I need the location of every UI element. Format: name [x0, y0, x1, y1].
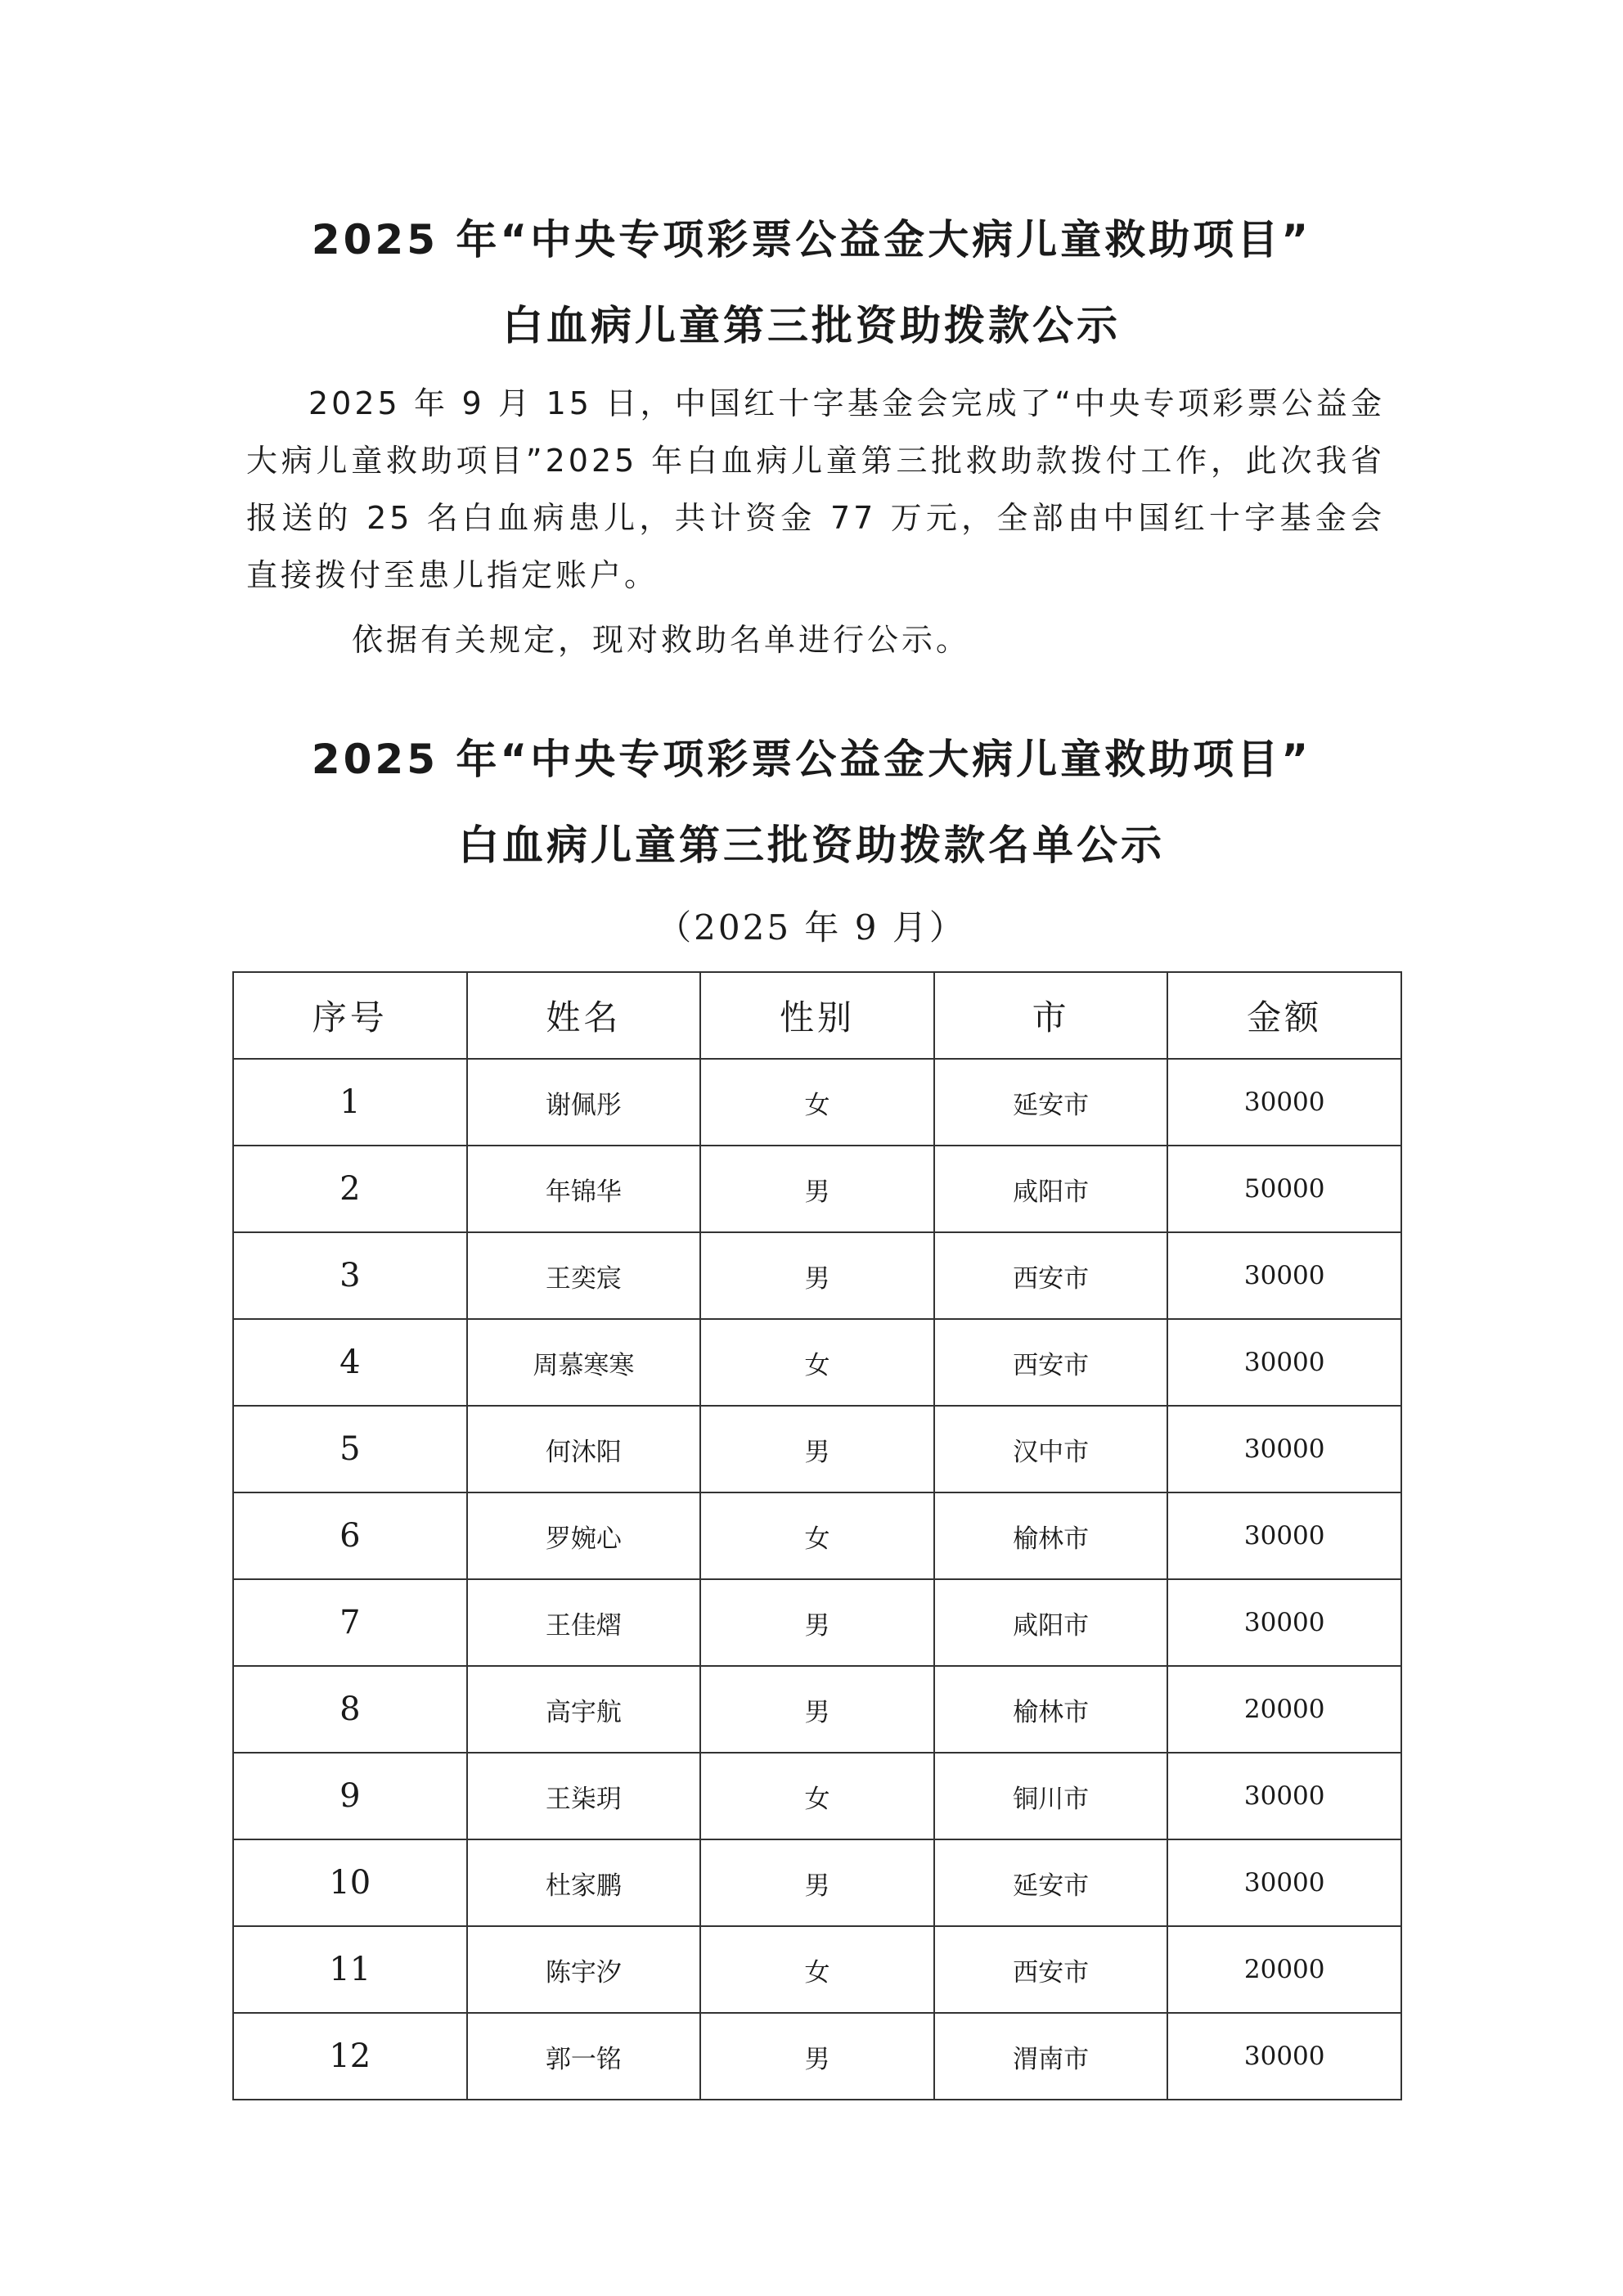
cell-index: 7	[233, 1579, 467, 1666]
cell-name: 王佳熠	[467, 1579, 701, 1666]
cell-gender: 女	[700, 1753, 934, 1839]
cell-index: 9	[233, 1753, 467, 1839]
cell-index: 12	[233, 2013, 467, 2100]
cell-index: 1	[233, 1059, 467, 1146]
cell-amount: 20000	[1167, 1926, 1401, 2013]
cell-index: 3	[233, 1232, 467, 1319]
cell-index: 10	[233, 1839, 467, 1926]
cell-gender: 女	[700, 1926, 934, 2013]
cell-amount: 30000	[1167, 1406, 1401, 1492]
cell-city: 榆林市	[934, 1666, 1168, 1753]
table-row	[233, 1666, 1401, 1753]
recipient-table	[232, 971, 1402, 2100]
cell-gender: 男	[700, 2013, 934, 2100]
cell-amount: 30000	[1167, 1753, 1401, 1839]
column-header-index: 序号	[233, 972, 467, 1059]
cell-name: 王柒玥	[467, 1753, 701, 1839]
table-row	[233, 1579, 1401, 1666]
cell-gender: 男	[700, 1579, 934, 1666]
table-row	[233, 1492, 1401, 1579]
table-row	[233, 1146, 1401, 1232]
cell-gender: 女	[700, 1059, 934, 1146]
table-row	[233, 1232, 1401, 1319]
cell-amount: 30000	[1167, 1839, 1401, 1926]
cell-index: 8	[233, 1666, 467, 1753]
table-row	[233, 1406, 1401, 1492]
notice-paragraph-basis: 依据有关规定，现对救助名单进行公示。	[352, 622, 971, 658]
column-header-name: 姓名	[467, 972, 701, 1059]
cell-name: 高宇航	[467, 1666, 701, 1753]
cell-amount: 30000	[1167, 1059, 1401, 1146]
cell-amount: 30000	[1167, 1319, 1401, 1406]
cell-index: 6	[233, 1492, 467, 1579]
notice-paragraph: 2025 年 9 月 15 日，中国红十字基金会完成了“中央专项彩票公益金大病儿童救助项目”2025 年白血病儿童第三批救助款拨付工作，此次我省报送的 25 名白血病患儿，共计资金 77 万元，全部由中国红十字基金会直接拨付至患儿指定账户。	[246, 385, 1385, 593]
cell-name: 郭一铭	[467, 2013, 701, 2100]
cell-gender: 男	[700, 1232, 934, 1319]
cell-name: 年锦华	[467, 1146, 701, 1232]
table-row	[233, 2013, 1401, 2100]
cell-amount: 30000	[1167, 1579, 1401, 1666]
table-row	[233, 1753, 1401, 1839]
cell-index: 5	[233, 1406, 467, 1492]
list-title-line1: 2025 年“中央专项彩票公益金大病儿童救助项目”	[311, 736, 1312, 783]
table-row	[233, 1839, 1401, 1926]
table-row	[233, 1059, 1401, 1146]
cell-name: 杜家鹏	[467, 1839, 701, 1926]
cell-amount: 30000	[1167, 1232, 1401, 1319]
notice-title-line1: 2025 年“中央专项彩票公益金大病儿童救助项目”	[311, 216, 1312, 263]
table-row	[233, 1926, 1401, 2013]
cell-amount: 30000	[1167, 1492, 1401, 1579]
cell-city: 铜川市	[934, 1753, 1168, 1839]
table-row	[233, 1319, 1401, 1406]
cell-gender: 男	[700, 1666, 934, 1753]
cell-name: 陈宇汐	[467, 1926, 701, 2013]
notice-title-line2: 白血病儿童第三批资助拨款公示	[502, 302, 1121, 349]
table-header-row	[233, 972, 1401, 1059]
cell-name: 王奕宸	[467, 1232, 701, 1319]
cell-city: 咸阳市	[934, 1579, 1168, 1666]
list-date: （2025 年 9 月）	[657, 907, 966, 948]
column-header-city: 市	[934, 972, 1168, 1059]
cell-name: 周慕寒寒	[467, 1319, 701, 1406]
cell-city: 西安市	[934, 1232, 1168, 1319]
cell-name: 何沐阳	[467, 1406, 701, 1492]
list-title-line2: 白血病儿童第三批资助拨款名单公示	[458, 822, 1165, 869]
cell-city: 咸阳市	[934, 1146, 1168, 1232]
cell-gender: 男	[700, 1146, 934, 1232]
cell-city: 汉中市	[934, 1406, 1168, 1492]
cell-gender: 女	[700, 1319, 934, 1406]
column-header-amount: 金额	[1167, 972, 1401, 1059]
cell-city: 西安市	[934, 1319, 1168, 1406]
cell-amount: 20000	[1167, 1666, 1401, 1753]
cell-city: 延安市	[934, 1839, 1168, 1926]
column-header-gender: 性别	[700, 972, 934, 1059]
cell-index: 4	[233, 1319, 467, 1406]
cell-gender: 男	[700, 1839, 934, 1926]
cell-gender: 男	[700, 1406, 934, 1492]
cell-city: 西安市	[934, 1926, 1168, 2013]
cell-name: 谢佩彤	[467, 1059, 701, 1146]
cell-amount: 30000	[1167, 2013, 1401, 2100]
cell-amount: 50000	[1167, 1146, 1401, 1232]
cell-city: 榆林市	[934, 1492, 1168, 1579]
cell-index: 2	[233, 1146, 467, 1232]
cell-city: 延安市	[934, 1059, 1168, 1146]
cell-index: 11	[233, 1926, 467, 2013]
cell-name: 罗婉心	[467, 1492, 701, 1579]
cell-city: 渭南市	[934, 2013, 1168, 2100]
cell-gender: 女	[700, 1492, 934, 1579]
